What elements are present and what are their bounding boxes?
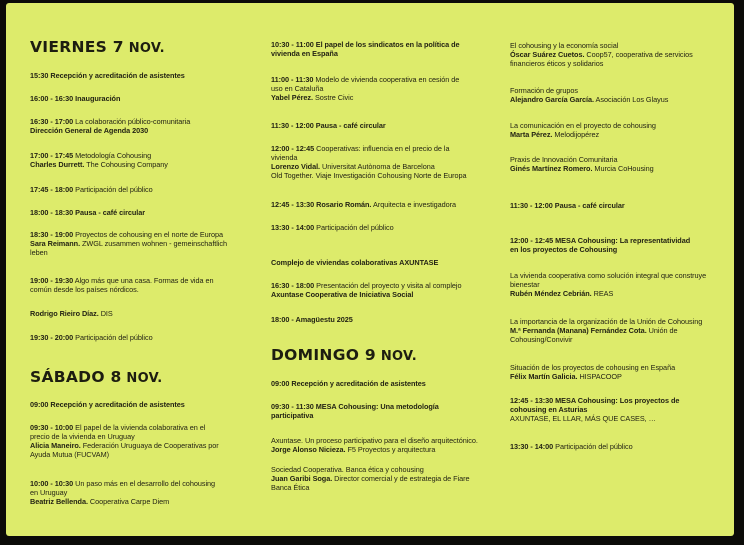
session-title: Participación del público xyxy=(75,185,153,194)
session-title: Participación del público xyxy=(316,223,394,232)
session-line: Charles Durrett. xyxy=(30,160,85,169)
session-line-detail: Coop57, cooperativa de servicios xyxy=(584,50,693,59)
session-title: MESA Cohousing: Los proyectos de xyxy=(555,396,680,405)
schedule-item xyxy=(510,396,679,423)
session-title: El papel de la vivienda colaborativa en el xyxy=(75,423,206,432)
session-title: Cooperativas: influencia en el precio de la xyxy=(316,144,450,153)
session-line: Cohousing/Convivir xyxy=(510,335,573,344)
session-line: Formación de grupos xyxy=(510,86,579,95)
schedule-item xyxy=(271,379,426,388)
session-line-detail: Sostre Civic xyxy=(313,93,354,102)
session-title: Participación del público xyxy=(75,333,153,342)
schedule-item xyxy=(271,144,467,180)
session-time: 13:30 - 14:00 xyxy=(271,223,315,232)
session-time: 09:00 xyxy=(271,379,290,388)
session-line-detail: Asociación Los Glayus xyxy=(593,95,669,104)
day-heading: SÁBADO 8 NOV. xyxy=(30,368,163,386)
schedule-item xyxy=(30,185,153,194)
session-line: Old Together. Viaje Investigación Cohousing Norte de Europa xyxy=(271,171,467,180)
session-line: Marta Pérez. xyxy=(510,130,553,139)
schedule-item xyxy=(510,86,668,104)
session-title: Recepción y acreditación de asistentes xyxy=(291,379,426,388)
session-line: Dirección General de Agenda 2030 xyxy=(30,126,149,135)
session-line: participativa xyxy=(271,411,314,420)
session-time: 18:00 - 18:30 xyxy=(30,208,74,217)
session-line: Félix Martín Galicia. xyxy=(510,372,578,381)
session-title: Inauguración xyxy=(75,94,121,103)
session-time: 19:00 - 19:30 xyxy=(30,276,74,285)
schedule-item xyxy=(510,41,693,68)
session-line: vivienda xyxy=(271,153,298,162)
session-line-detail: Cooperativa Carpe Diem xyxy=(87,497,170,506)
session-time: 12:45 - 13:30 xyxy=(510,396,554,405)
schedule-item xyxy=(271,281,462,299)
session-title: Un paso más en el desarrollo del cohousing xyxy=(75,479,216,488)
schedule-item xyxy=(510,442,633,451)
session-title: El papel de los sindicatos en la política de xyxy=(315,40,460,49)
session-line: La comunicación en el proyecto de cohousing xyxy=(510,121,656,130)
session-time: 12:45 - 13:30 xyxy=(271,200,315,209)
schedule-item xyxy=(30,479,215,506)
schedule-item xyxy=(30,276,214,294)
schedule-item xyxy=(271,223,394,232)
schedule-item xyxy=(30,94,120,103)
session-line: La vivienda cooperativa como solución integral que construye xyxy=(510,271,707,280)
schedule-item xyxy=(30,400,185,409)
session-line: Axuntase Cooperativa de Iniciativa Social xyxy=(271,290,414,299)
schedule-item xyxy=(271,402,439,420)
session-line: Rodrigo Rieiro Díaz. xyxy=(30,309,99,318)
schedule-item xyxy=(510,236,690,254)
session-title: La colaboración público-comunitaria xyxy=(75,117,191,126)
session-title: Recepción y acreditación de asistentes xyxy=(50,71,185,80)
schedule-item xyxy=(30,333,153,342)
session-line: Beatriz Bellenda. xyxy=(30,497,88,506)
schedule-item xyxy=(510,363,675,381)
schedule-item xyxy=(510,271,706,298)
session-title: Modelo de vivienda cooperativa en cesión de xyxy=(315,75,460,84)
session-time: 18:00 - Amagüestu 2025 xyxy=(271,315,353,324)
session-time: 19:30 - 20:00 xyxy=(30,333,74,342)
schedule-item xyxy=(30,151,168,169)
session-title: Algo más que una casa. Formas de vida en xyxy=(74,276,214,285)
session-line: Complejo de viviendas colaborativas AXUNTASE xyxy=(271,258,439,267)
session-line: Rubén Méndez Cebrián. xyxy=(510,289,592,298)
session-line-detail: DIS xyxy=(98,309,113,318)
session-title: Participación del público xyxy=(555,442,633,451)
session-title: Pausa - café circular xyxy=(554,201,625,210)
session-line: financieros éticos y solidarios xyxy=(510,59,604,68)
schedule-item xyxy=(271,315,353,324)
schedule-item xyxy=(271,258,438,267)
schedule-item xyxy=(510,201,625,210)
session-line: leben xyxy=(30,248,48,257)
session-title: Pausa - café circular xyxy=(75,208,146,217)
session-time: 16:30 - 18:00 xyxy=(271,281,315,290)
day-heading: VIERNES 7 NOV. xyxy=(30,38,165,56)
schedule-item xyxy=(30,230,227,257)
session-line: Alejandro García García. xyxy=(510,95,594,104)
session-time: 16:30 - 17:00 xyxy=(30,117,74,126)
session-title: Metodología Cohousing xyxy=(75,151,152,160)
session-line: Jorge Alonso Nicieza. xyxy=(271,445,346,454)
session-title: MESA Cohousing: Una metodología xyxy=(315,402,439,411)
session-line: Praxis de Innovación Comunitaria xyxy=(510,155,618,164)
session-line: Axuntase. Un proceso participativo para el diseño arquitectónico. xyxy=(271,436,478,445)
session-line-detail: Melodijopérez xyxy=(552,130,600,139)
session-time: 13:30 - 14:00 xyxy=(510,442,554,451)
session-line: precio de la vivienda en Uruguay xyxy=(30,432,135,441)
session-time: 17:45 - 18:00 xyxy=(30,185,74,194)
session-line-detail: Director comercial y de estrategia de Fiare xyxy=(332,474,470,483)
session-time: 10:30 - 11:00 xyxy=(271,40,314,49)
session-time: 16:00 - 16:30 xyxy=(30,94,74,103)
session-line: Sociedad Cooperativa. Banca ética y cohousing xyxy=(271,465,424,474)
session-line: Banca Ética xyxy=(271,483,310,492)
session-time: 12:00 - 12:45 xyxy=(271,144,315,153)
schedule-item xyxy=(271,200,456,209)
session-time: 11:30 - 12:00 xyxy=(271,121,314,130)
schedule-item xyxy=(271,75,459,102)
session-title: Pausa - café circular xyxy=(315,121,386,130)
schedule-item xyxy=(510,317,702,344)
schedule-item xyxy=(30,309,113,318)
schedule-item xyxy=(510,121,656,139)
session-time: 11:30 - 12:00 xyxy=(510,201,553,210)
session-line: Lorenzo Vidal. xyxy=(271,162,321,171)
session-line: Yabel Pérez. xyxy=(271,93,313,102)
session-detail: Arquitecta e investigadora xyxy=(371,200,457,209)
session-time: 18:30 - 19:00 xyxy=(30,230,74,239)
session-line: Juan Garibi Soga. xyxy=(271,474,333,483)
session-line: Situación de los proyectos de cohousing en España xyxy=(510,363,676,372)
session-line: cohousing en Asturias xyxy=(510,405,588,414)
session-line: La importancia de la organización de la Unión de Cohousing xyxy=(510,317,703,326)
session-line: en los proyectos de Cohousing xyxy=(510,245,618,254)
session-line: M.ª Fernanda (Manana) Fernández Cota. xyxy=(510,326,647,335)
schedule-item xyxy=(30,117,190,135)
session-title: Rosario Román. xyxy=(316,200,372,209)
session-time: 09:30 - 11:30 xyxy=(271,402,314,411)
session-line: común desde los países nórdicos. xyxy=(30,285,139,294)
session-title: Presentación del proyecto y visita al complejo xyxy=(316,281,462,290)
session-line: uso en Cataluña xyxy=(271,84,324,93)
session-line-detail: F5 Proyectos y arquitectura xyxy=(345,445,436,454)
program-sheet xyxy=(6,3,734,536)
session-title: MESA Cohousing: La representatividad xyxy=(555,236,691,245)
session-time: 15:30 xyxy=(30,71,49,80)
session-line-detail: Federación Uruguaya de Cooperativas por xyxy=(80,441,219,450)
schedule-item xyxy=(271,40,460,58)
session-line-detail: Universitat Autònoma de Barcelona xyxy=(320,162,435,171)
session-time: 09:30 - 10:00 xyxy=(30,423,74,432)
schedule-item xyxy=(271,121,386,130)
session-title: Proyectos de cohousing en el norte de Europa xyxy=(75,230,224,239)
schedule-item xyxy=(30,71,185,80)
session-line-detail: Unión de xyxy=(646,326,678,335)
schedule-item xyxy=(30,423,219,459)
session-line: Ayuda Mutua (FUCVAM) xyxy=(30,450,110,459)
session-time: 10:00 - 10:30 xyxy=(30,479,74,488)
session-line: El cohousing y la economía social xyxy=(510,41,619,50)
schedule-item xyxy=(271,465,470,492)
session-line: en Uruguay xyxy=(30,488,68,497)
session-time: 12:00 - 12:45 xyxy=(510,236,554,245)
session-line: Ginés Martínez Romero. xyxy=(510,164,593,173)
session-line-detail: The Cohousing Company xyxy=(84,160,168,169)
session-line: Óscar Suárez Cuetos. xyxy=(510,50,585,59)
session-title: Recepción y acreditación de asistentes xyxy=(50,400,185,409)
day-heading: DOMINGO 9 NOV. xyxy=(271,346,417,364)
session-line: Alicia Maneiro. xyxy=(30,441,81,450)
session-time: 11:00 - 11:30 xyxy=(271,75,314,84)
session-time: 17:00 - 17:45 xyxy=(30,151,74,160)
session-line: bienestar xyxy=(510,280,540,289)
schedule-item xyxy=(510,155,654,173)
session-line: AXUNTASE, EL LLAR, MÁS QUE CASES, … xyxy=(510,414,656,423)
session-time: 09:00 xyxy=(30,400,49,409)
session-line-detail: ZWGL zusammen wohnen - gemeinschaftlich xyxy=(80,239,228,248)
session-line-detail: Murcia CoHousing xyxy=(592,164,654,173)
session-line-detail: HISPACOOP xyxy=(577,372,622,381)
schedule-item xyxy=(271,436,478,454)
session-line: vivienda en España xyxy=(271,49,338,58)
session-line-detail: REAS xyxy=(591,289,614,298)
session-line: Sara Reimann. xyxy=(30,239,81,248)
schedule-item xyxy=(30,208,145,217)
